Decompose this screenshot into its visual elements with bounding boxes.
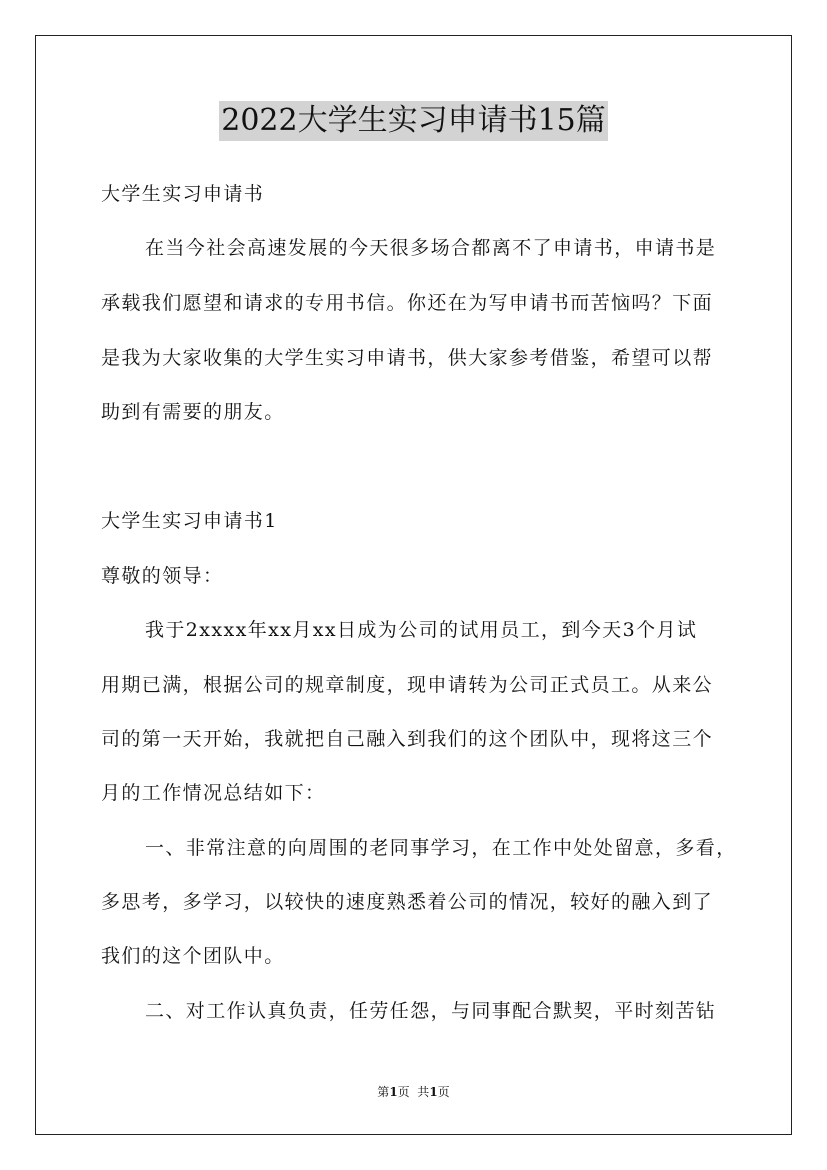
current-page-number: 1 <box>389 1085 398 1099</box>
paragraph-line: 多思考，多学习，以较快的速度熟悉着公司的情况，较好的融入到了 <box>101 891 714 913</box>
document-title: 2022大学生实习申请书15篇 <box>219 101 608 141</box>
footer-label: 第 <box>377 1085 390 1099</box>
paragraph-line: 是我为大家收集的大学生实习申请书，供大家参考借鉴，希望可以帮 <box>101 347 714 369</box>
salutation: 尊敬的领导： <box>101 565 224 587</box>
paragraph-line: 我于2xxxx年xx月xx日成为公司的试用员工，到今天3个月试 <box>145 619 698 641</box>
paragraph-line: 一、非常注意的向周围的老同事学习，在工作中处处留意，多看， <box>145 837 737 859</box>
paragraph-line: 在当今社会高速发展的今天很多场合都离不了申请书，申请书是 <box>145 237 717 259</box>
paragraph-line: 司的第一天开始，我就把自己融入到我们的这个团队中，现将这三个 <box>101 728 714 750</box>
total-page-number: 1 <box>429 1085 438 1099</box>
footer-label: 页 <box>437 1085 450 1099</box>
paragraph-line: 二、对工作认真负责，任劳任怨，与同事配合默契，平时刻苦钻 <box>145 1000 717 1022</box>
paragraph-line: 用期已满，根据公司的规章制度，现申请转为公司正式员工。从来公 <box>101 674 714 696</box>
section-heading-1: 大学生实习申请书1 <box>101 510 278 532</box>
page-footer <box>0 1084 827 1100</box>
title-container <box>0 101 827 141</box>
footer-label: 页 共 <box>397 1085 430 1099</box>
paragraph-line: 承载我们愿望和请求的专用书信。你还在为写申请书而苦恼吗？下面 <box>101 292 714 314</box>
paragraph-line: 我们的这个团队中。 <box>101 945 285 967</box>
section-heading-intro: 大学生实习申请书 <box>101 183 265 205</box>
paragraph-line: 助到有需要的朋友。 <box>101 401 285 423</box>
paragraph-line: 月的工作情况总结如下： <box>101 782 326 804</box>
